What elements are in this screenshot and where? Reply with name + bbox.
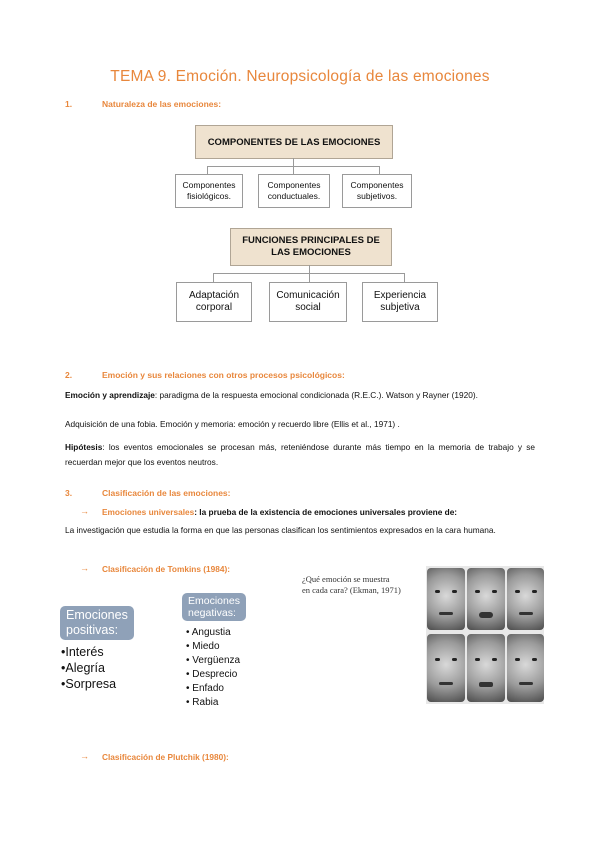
list-item: • Vergüenza — [186, 655, 241, 666]
arrow-icon: → — [80, 563, 89, 573]
component-subjective: Componentes subjetivos. — [342, 174, 412, 208]
section-label: Clasificación de las emociones: — [102, 488, 231, 498]
list-item: • Desprecio — [186, 669, 238, 680]
arrow-icon: → — [80, 506, 89, 516]
section-number: 1. — [65, 99, 73, 109]
paragraph-hypothesis: Hipótesis: los eventos emocionales se procesan más, reteniéndose durante más tiempo en la memoria de trabajo y se recuerdan mejor que los eventos neutros. — [65, 442, 535, 467]
section-label: Naturaleza de las emociones: — [102, 99, 222, 109]
page-title: TEMA 9. Emoción. Neuropsicología de las emociones — [110, 68, 490, 85]
universal-emotions-line: Emociones universales: la prueba de la existencia de emociones universales proviene de: — [102, 507, 458, 517]
list-item: •Alegría — [61, 661, 105, 675]
face-image — [507, 568, 544, 630]
component-behavioral: Componentes conductuales. — [258, 174, 330, 208]
list-item: •Sorpresa — [61, 677, 117, 691]
face-image — [507, 634, 544, 702]
list-item: • Miedo — [186, 641, 220, 652]
section-number: 2. — [65, 370, 73, 380]
face-image — [467, 634, 505, 702]
function-social-communication: Comunicación social — [269, 282, 347, 322]
paragraph-universal: La investigación que estudia la forma en que las personas clasifican los sentimientos expresados en la cara humana. — [65, 525, 496, 535]
components-header: COMPONENTES DE LAS EMOCIONES — [195, 125, 393, 159]
positive-emotions-list — [61, 644, 116, 692]
component-physiological: Componentes fisiológicos. — [175, 174, 243, 208]
function-subjective-experience: Experiencia subjetiva — [362, 282, 438, 322]
functions-diagram — [170, 222, 445, 326]
plutchik-label: Clasificación de Plutchik (1980): — [102, 752, 229, 762]
face-image — [427, 568, 465, 630]
face-image — [427, 634, 465, 702]
positive-emotions-header: Emociones positivas: — [60, 606, 134, 640]
ekman-caption: ¿Qué emoción se muestra en cada cara? (Ekman, 1971) — [302, 574, 401, 595]
section-number: 3. — [65, 488, 73, 498]
paragraph-emotion-learning: Emoción y aprendizaje: paradigma de la respuesta emocional condicionada (R.E.C.). Watson y Rayner (1920). — [65, 390, 478, 400]
list-item: •Interés — [61, 645, 104, 659]
face-image — [467, 568, 505, 630]
negative-emotions-header: Emociones negativas: — [182, 593, 246, 621]
functions-header: FUNCIONES PRINCIPALES DE LAS EMOCIONES — [230, 228, 392, 266]
section-2-heading — [65, 370, 535, 382]
function-body-adaptation: Adaptación corporal — [176, 282, 252, 322]
section-label: Emoción y sus relaciones con otros procesos psicológicos: — [102, 370, 345, 380]
tomkins-label: Clasificación de Tomkins (1984): — [102, 564, 231, 574]
section-3-heading — [65, 488, 535, 500]
components-diagram — [170, 120, 440, 212]
section-1-heading — [65, 99, 535, 111]
arrow-icon: → — [80, 751, 89, 761]
ekman-faces-photo — [426, 566, 544, 704]
list-item: • Rabia — [186, 697, 219, 708]
list-item: • Angustia — [186, 627, 231, 638]
list-item: • Enfado — [186, 683, 224, 694]
paragraph-phobia: Adquisición de una fobia. Emoción y memoria: emoción y recuerdo libre (Ellis et al., 1971) . — [65, 419, 400, 429]
negative-emotions-list — [186, 626, 240, 710]
